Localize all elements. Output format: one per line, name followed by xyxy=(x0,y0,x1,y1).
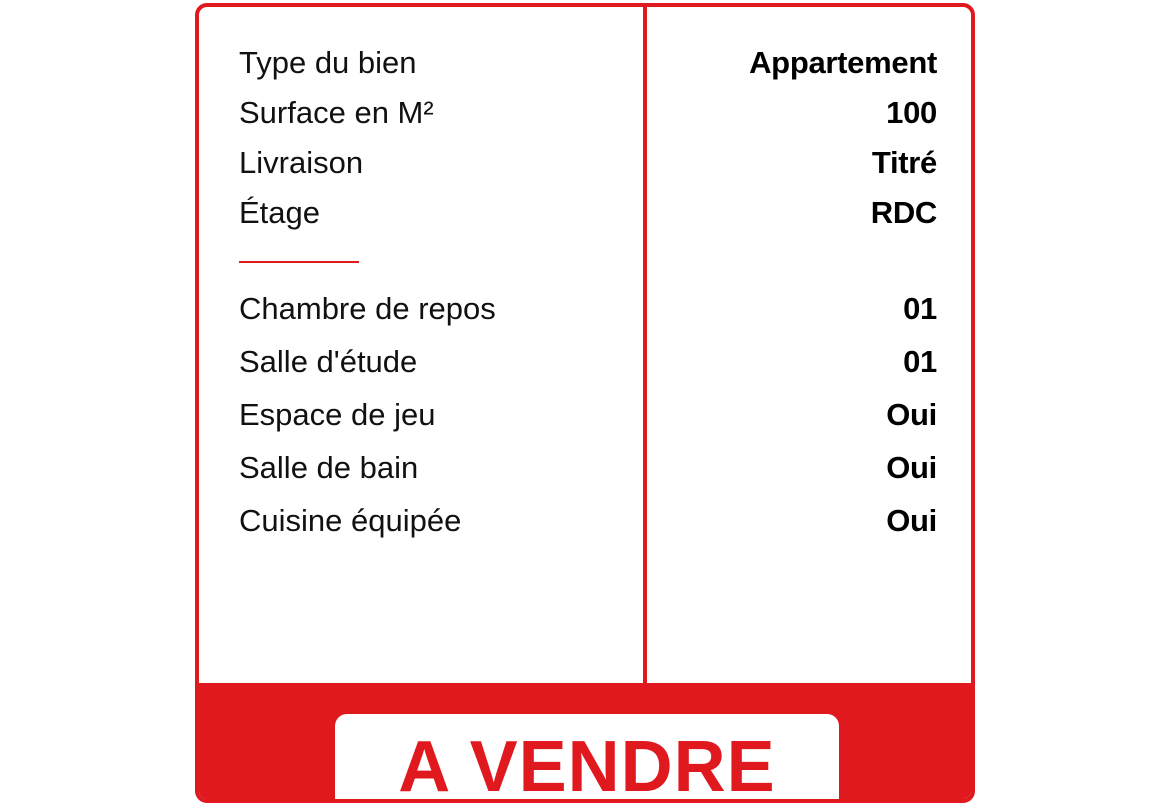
spec-row-etage xyxy=(199,193,975,233)
spec-value: Oui xyxy=(886,450,937,485)
spec-row-type xyxy=(199,43,975,83)
for-sale-badge xyxy=(335,714,839,803)
spec-row-chambre xyxy=(199,289,975,329)
spec-label: Étage xyxy=(239,195,321,230)
spec-row-bain xyxy=(199,448,975,488)
spec-value: 100 xyxy=(886,95,937,130)
section-divider xyxy=(239,261,359,263)
footer-banner xyxy=(199,683,975,803)
spec-label: Cuisine équipée xyxy=(239,503,462,538)
spec-label: Salle d'étude xyxy=(239,344,418,379)
spec-value: 01 xyxy=(903,344,937,379)
spec-label: Chambre de repos xyxy=(239,291,496,326)
spec-row-jeu xyxy=(199,395,975,435)
spec-label: Espace de jeu xyxy=(239,397,436,432)
property-card xyxy=(195,3,975,803)
spec-label: Type du bien xyxy=(239,45,417,80)
spec-label: Surface en M² xyxy=(239,95,434,130)
spec-row-etude xyxy=(199,342,975,382)
spec-value: 01 xyxy=(903,291,937,326)
spec-row-cuisine xyxy=(199,501,975,541)
spec-value: RDC xyxy=(870,195,937,230)
spec-label: Livraison xyxy=(239,145,364,180)
spec-row-livraison xyxy=(199,143,975,183)
spec-value: Appartement xyxy=(749,45,937,80)
for-sale-text: A VENDRE xyxy=(398,727,776,803)
spec-value: Oui xyxy=(886,503,937,538)
spec-value: Oui xyxy=(886,397,937,432)
spec-value: Titré xyxy=(871,145,937,180)
spec-label: Salle de bain xyxy=(239,450,419,485)
spec-row-surface xyxy=(199,93,975,133)
